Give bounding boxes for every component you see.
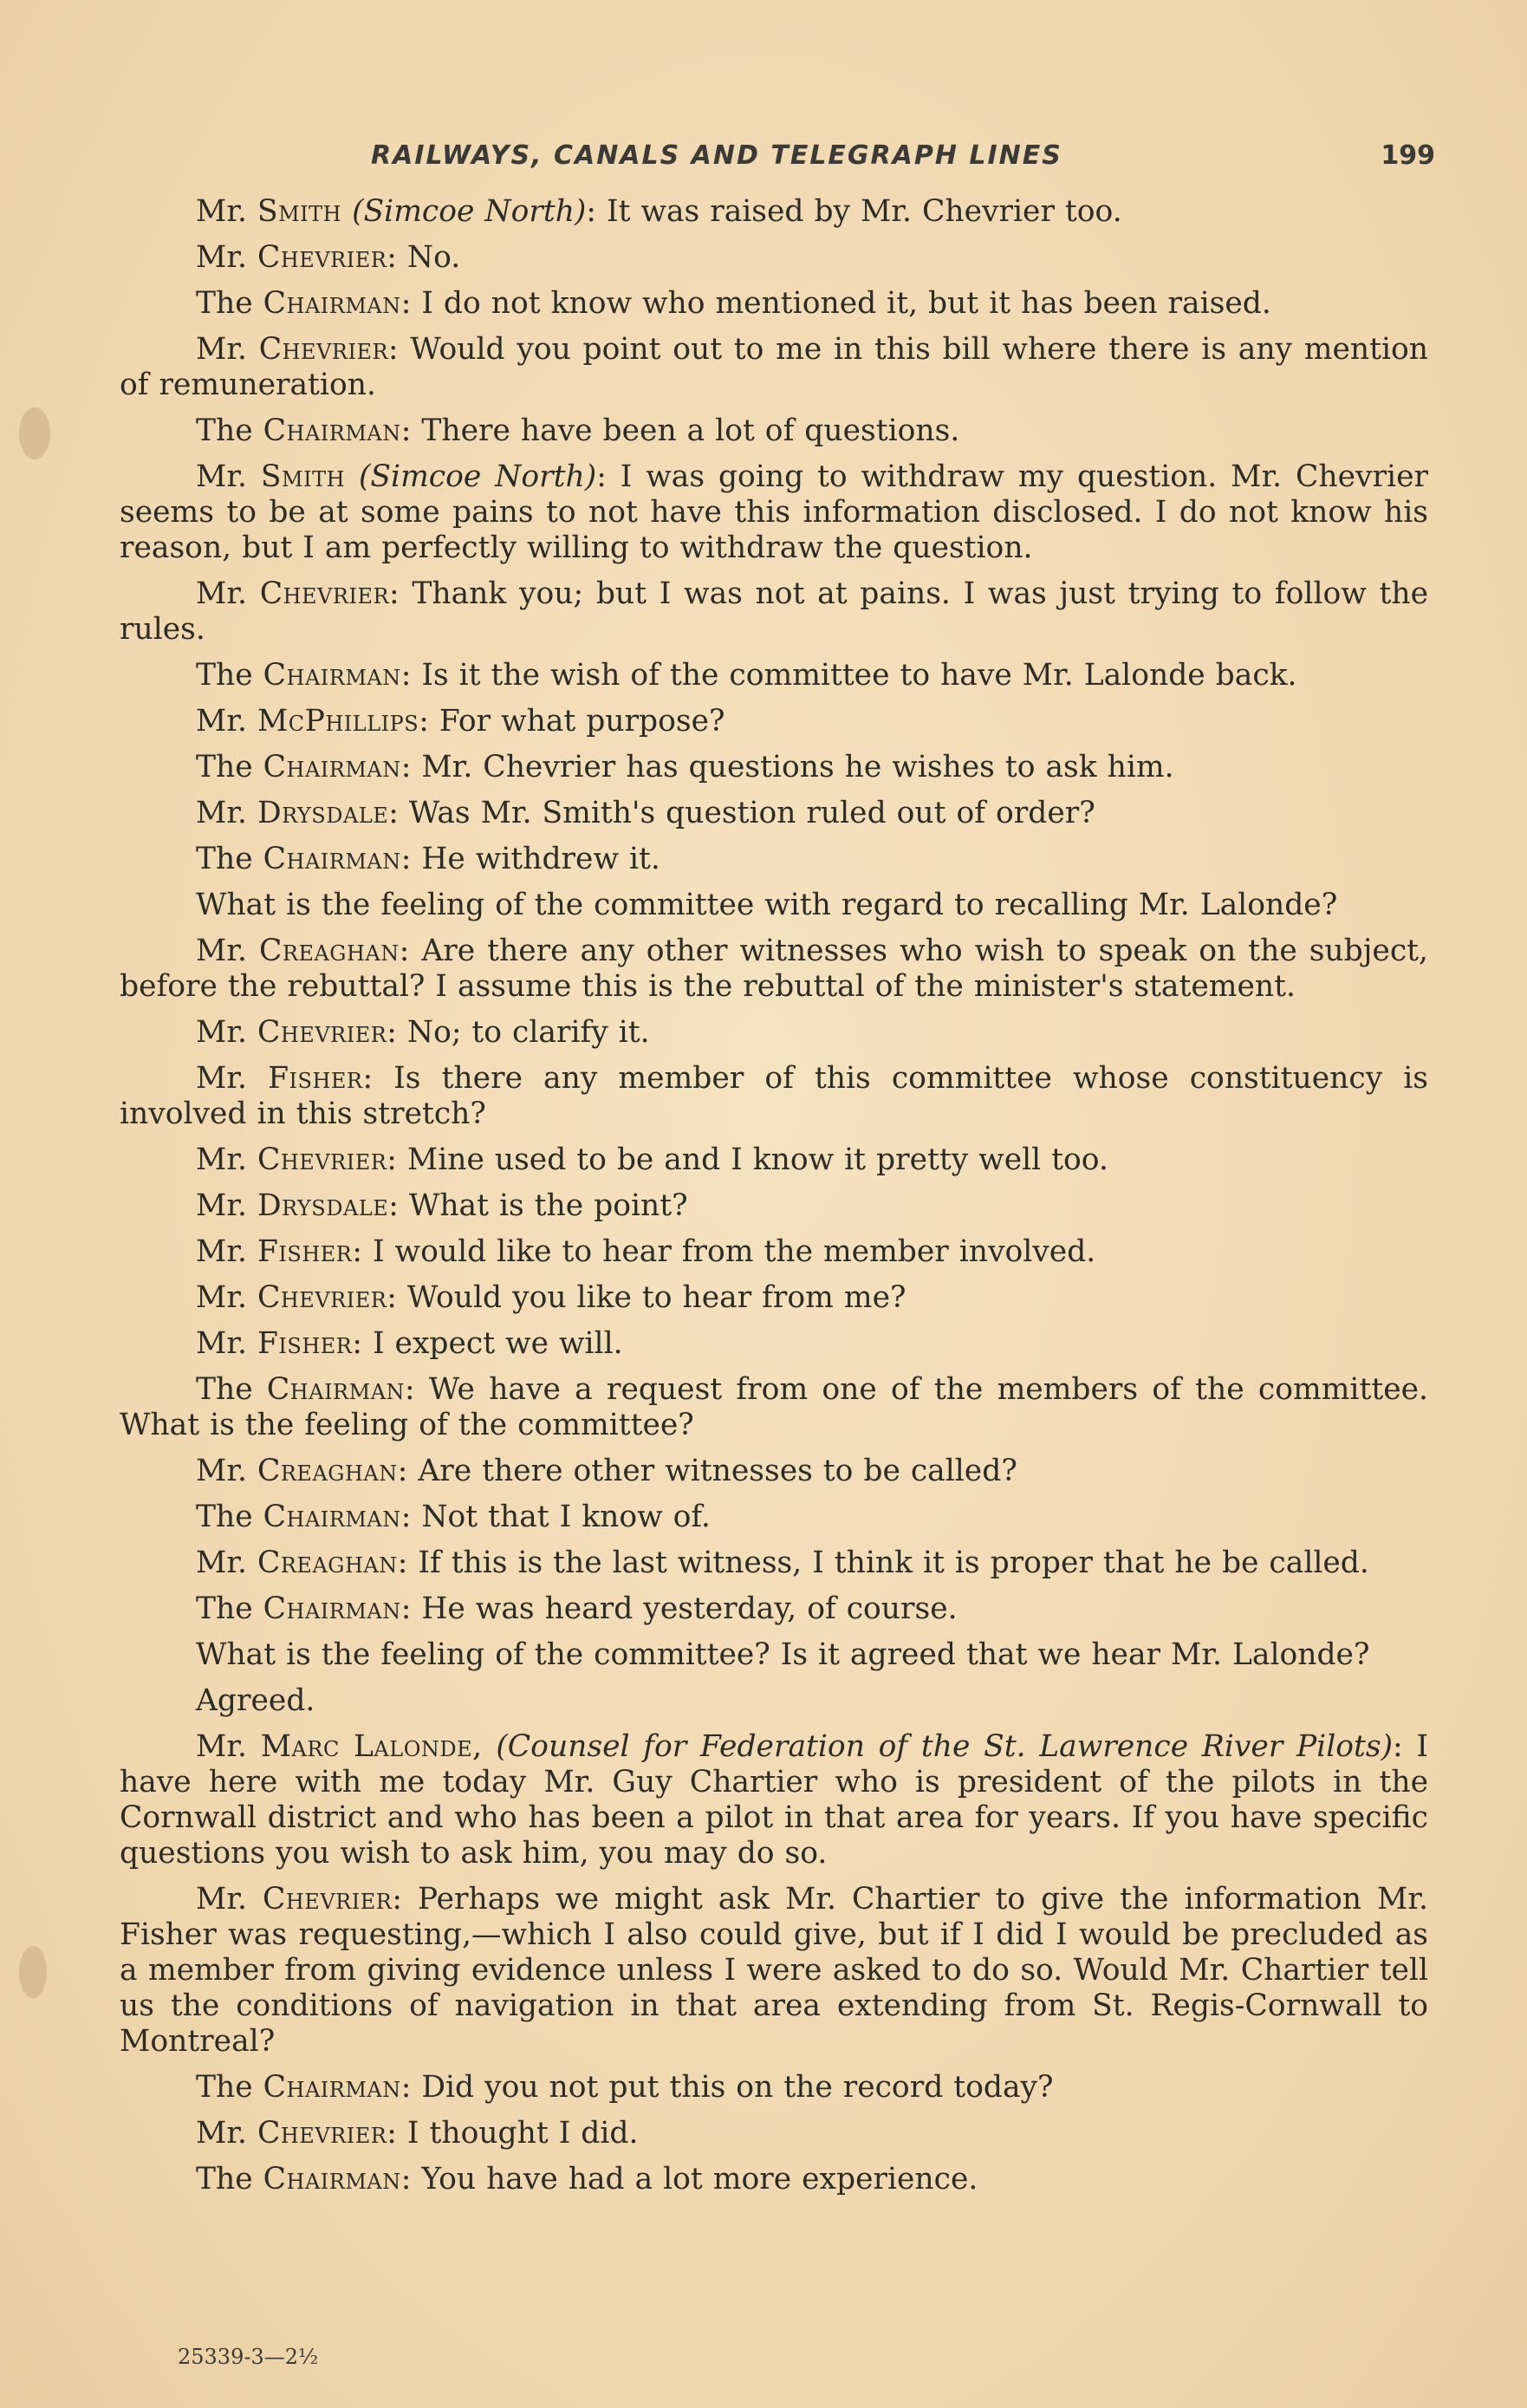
speech-text: : Is there any member of this committee whose constituency is involved in this stretch? [120, 1061, 1428, 1131]
transcript-paragraph [120, 1591, 1428, 1627]
speech-text: : I would like to hear from the member involved. [352, 1234, 1096, 1269]
speech-text: : Would you point out to me in this bill where there is any mention of remuneration. [120, 332, 1428, 402]
speech-text: : Are there any other witnesses who wish to speak on the subject, before the rebuttal? I assume this is the rebuttal of the minister's statement. [120, 934, 1429, 1004]
speaker-prefix: Mr. [196, 240, 247, 275]
speaker-name: Chevrier [258, 332, 389, 367]
transcript-paragraph [120, 1637, 1428, 1673]
speech-text: : For what purpose? [419, 704, 725, 739]
speaker-prefix: Mr. [196, 1234, 247, 1269]
speaker-name: Creaghan [257, 1546, 398, 1580]
speaker-prefix: Mr. [196, 1546, 247, 1580]
transcript-paragraph [120, 2116, 1428, 2151]
speech-text: : There have been a lot of questions. [400, 413, 960, 448]
speaker-name: Chairman [263, 2070, 401, 2105]
transcript-paragraph [120, 704, 1428, 739]
speaker-prefix: Mr. [196, 576, 247, 611]
speech-text: : Is it the wish of the committee to have Mr. Lalonde back. [400, 658, 1297, 693]
speaker-prefix: Mr. [196, 1882, 247, 1917]
transcript-paragraph [120, 1500, 1428, 1535]
speech-text: : No; to clarify it. [387, 1015, 650, 1050]
speech-text: : If this is the last witness, I think it is proper that he be called. [397, 1546, 1369, 1580]
page-stain [19, 407, 50, 459]
speech-text: : I do not know who mentioned it, but it has been raised. [400, 286, 1271, 321]
speaker-qualifier: (Counsel for Federation of the St. Lawrence River Pilots) [496, 1729, 1394, 1764]
speech-text: : Not that I know of. [400, 1500, 711, 1534]
transcript-paragraph [120, 576, 1428, 648]
transcript-paragraph [120, 286, 1428, 322]
speech-text: : Perhaps we might ask Mr. Chartier to give the information Mr. Fisher was requesting,—which I also could give, but if I did I would be precluded as a member from giving evidence unless I were asked to do so. Would Mr. Chartier tell us the conditions of navigation in that area extending from St. Regis-Cornwall to Montreal? [120, 1882, 1428, 2059]
transcript-paragraph [120, 2162, 1428, 2197]
transcript-paragraph [120, 1234, 1428, 1270]
document-page [120, 130, 1435, 2208]
transcript-paragraph [120, 1061, 1428, 1132]
speaker-name: Chevrier [257, 1142, 387, 1177]
speaker-name: Chevrier [257, 1015, 387, 1050]
speaker-name: Chevrier [257, 240, 387, 275]
speaker-prefix: The [196, 658, 253, 693]
speaker-prefix: Mr. [196, 1061, 247, 1096]
speaker-prefix: Mr. [196, 704, 247, 739]
speaker-prefix: Mr. [196, 1729, 247, 1764]
speech-text: : He was heard yesterday, of course. [400, 1591, 958, 1626]
speaker-prefix: The [196, 842, 253, 876]
transcript-paragraph [120, 1372, 1428, 1443]
speaker-name: McPhillips [257, 704, 419, 739]
speaker-prefix: Mr. [196, 332, 247, 367]
page-stain [19, 1946, 47, 1998]
speaker-prefix: The [196, 286, 253, 321]
speaker-name: Chairman [263, 750, 401, 784]
speaker-name: Smith [257, 194, 342, 229]
speaker-prefix: Mr. [196, 1188, 247, 1223]
speaker-prefix: Mr. [196, 934, 247, 968]
speech-text: : You have had a lot more experience. [400, 2162, 978, 2196]
speaker-name: Fisher [268, 1061, 363, 1096]
speaker-qualifier: (Simcoe North) [352, 194, 587, 229]
speaker-name: Chairman [263, 286, 401, 321]
speaker-prefix: Mr. [196, 796, 247, 830]
speech-text: : Thank you; but I was not at pains. I was just trying to follow the rules. [120, 576, 1429, 647]
transcript-paragraph [120, 888, 1428, 923]
running-header [120, 130, 1435, 182]
speaker-prefix: Mr. [196, 1280, 247, 1315]
transcript-paragraph [120, 194, 1428, 230]
speaker-name: Chairman [263, 1500, 401, 1534]
speaker-prefix: Mr. [196, 1142, 247, 1177]
speaker-prefix: Mr. [196, 1454, 247, 1488]
speaker-prefix: The [196, 1591, 253, 1626]
speaker-prefix: Mr. [196, 1015, 247, 1050]
speaker-name: Chairman [263, 658, 401, 693]
transcript-paragraph [120, 1188, 1428, 1224]
speaker-name: Creaghan [258, 934, 400, 968]
transcript-paragraph [120, 750, 1428, 785]
transcript-paragraph [120, 1326, 1428, 1362]
speaker-name: Fisher [257, 1326, 353, 1361]
speech-text: : Was Mr. Smith's question ruled out of order? [388, 796, 1095, 830]
speaker-name: Chevrier [257, 1280, 387, 1315]
speaker-name: Chevrier [257, 2116, 387, 2151]
transcript-paragraph [120, 1280, 1428, 1316]
speaker-name: Marc Lalonde, [260, 1729, 483, 1764]
speaker-name: Chairman [263, 842, 401, 876]
speech-text: : No. [387, 240, 461, 275]
transcript-paragraph [120, 413, 1428, 449]
speaker-prefix: Mr. [196, 459, 247, 494]
speaker-name: Drysdale [257, 796, 389, 830]
speaker-name: Smith [260, 459, 346, 494]
transcript-body [120, 194, 1428, 2197]
transcript-paragraph [120, 1142, 1428, 1178]
speech-text: : He withdrew it. [400, 842, 660, 876]
speech-text: : Did you not put this on the record today? [400, 2070, 1054, 2105]
speaker-name: Creaghan [257, 1454, 398, 1488]
speaker-prefix: Mr. [196, 194, 247, 229]
speech-text: : Would you like to hear from me? [387, 1280, 906, 1315]
speech-text: Agreed. [196, 1683, 315, 1718]
transcript-paragraph [120, 934, 1428, 1005]
speaker-prefix: The [196, 1372, 253, 1407]
speaker-prefix: The [196, 2070, 253, 2105]
speech-text: What is the feeling of the committee with regard to recalling Mr. Lalonde? [196, 888, 1338, 922]
speech-text: : It was raised by Mr. Chevrier too. [586, 194, 1122, 229]
speaker-name: Chairman [263, 2162, 401, 2196]
speaker-name: Drysdale [257, 1188, 389, 1223]
speaker-prefix: The [196, 413, 253, 448]
speaker-prefix: Mr. [196, 1326, 247, 1361]
page-number: 199 [1381, 140, 1435, 171]
transcript-paragraph [120, 1546, 1428, 1581]
speech-text: : We have a request from one of the members of the committee. What is the feeling of the committee? [120, 1372, 1428, 1442]
speaker-name: Chevrier [262, 1882, 393, 1917]
transcript-paragraph [120, 658, 1428, 693]
speech-text: : I expect we will. [352, 1326, 623, 1361]
transcript-paragraph [120, 1729, 1428, 1871]
printer-signature: 25339-3—2½ [178, 2345, 319, 2369]
transcript-paragraph [120, 459, 1428, 566]
transcript-paragraph [120, 1015, 1428, 1051]
speech-text: : I was going to withdraw my question. Mr. Chevrier seems to be at some pains to not have this information disclosed. I do not know his reason, but I am perfectly willing to withdraw the question. [120, 459, 1428, 565]
transcript-paragraph [120, 842, 1428, 877]
speaker-prefix: The [196, 750, 253, 784]
transcript-paragraph [120, 796, 1428, 831]
speaker-name: Fisher [257, 1234, 353, 1269]
speaker-name: Chevrier [259, 576, 390, 611]
speaker-prefix: Mr. [196, 2116, 247, 2151]
speech-text: : I have here with me today Mr. Guy Chartier who is president of the pilots in the Cornwall district and who has been a pilot in that area for years. If you have specific questions you wish to ask him, you may do so. [120, 1729, 1429, 1871]
transcript-paragraph [120, 332, 1428, 403]
speaker-prefix: The [196, 1500, 253, 1534]
transcript-paragraph [120, 1882, 1428, 2060]
speaker-name: Chairman [266, 1372, 406, 1407]
speaker-qualifier: (Simcoe North) [358, 459, 597, 494]
speaker-prefix: The [196, 2162, 253, 2196]
transcript-paragraph [120, 1683, 1428, 1719]
speech-text: : Mine used to be and I know it pretty well too. [387, 1142, 1108, 1177]
transcript-paragraph [120, 1454, 1428, 1489]
speaker-name: Chairman [263, 1591, 401, 1626]
transcript-paragraph [120, 2070, 1428, 2105]
speech-text: : Mr. Chevrier has questions he wishes to ask him. [400, 750, 1174, 784]
speech-text: What is the feeling of the committee? Is it agreed that we hear Mr. Lalonde? [196, 1637, 1370, 1672]
running-title: RAILWAYS, CANALS AND TELEGRAPH LINES [371, 140, 1062, 171]
speech-text: : Are there other witnesses to be called? [397, 1454, 1017, 1488]
transcript-paragraph [120, 240, 1428, 276]
speech-text: : I thought I did. [387, 2116, 639, 2151]
speech-text: : What is the point? [388, 1188, 688, 1223]
speaker-name: Chairman [263, 413, 401, 448]
